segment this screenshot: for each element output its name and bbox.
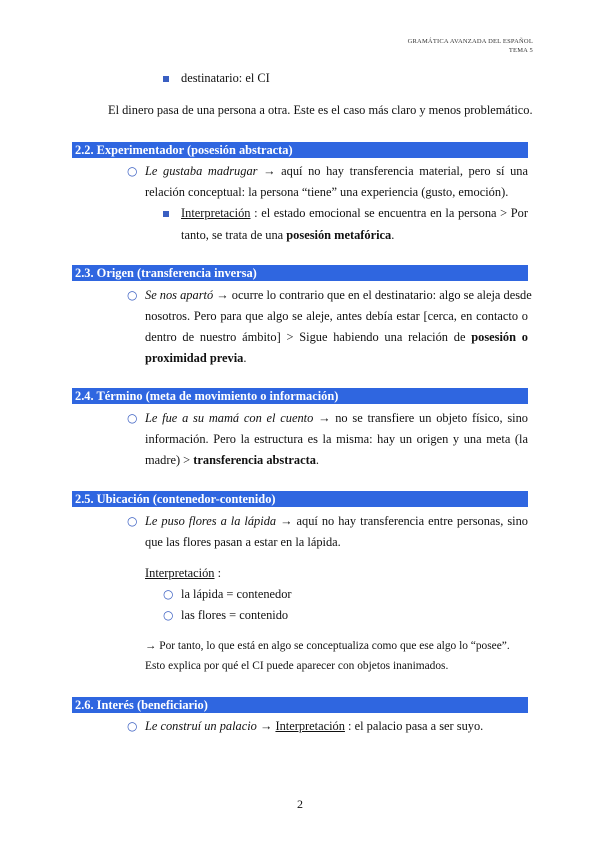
s22-line-1-text: → aquí no hay transferencia material, pero sí una <box>257 164 528 178</box>
s22-interp-line-1 <box>181 206 528 221</box>
header-topic: TEMA 5 <box>508 46 533 54</box>
s26-example: Le construí un palacio <box>145 719 257 733</box>
s22-line-1 <box>145 164 528 179</box>
s24-line-3 <box>145 453 319 468</box>
s22-line-2: relación conceptual: la persona “tiene” una experiencia (gusto, emoción). <box>145 185 509 199</box>
circle-bullet-icon <box>127 164 137 179</box>
circle-bullet-icon <box>127 514 137 529</box>
section-heading-2-4: 2.4. Término (meta de movimiento o información) <box>72 388 528 404</box>
square-bullet-icon <box>163 211 169 217</box>
s22-interp-label: Interpretación <box>181 206 251 220</box>
s25-line-1 <box>145 514 528 529</box>
s22-interp-end: . <box>391 228 395 242</box>
s24-line-2: información. Pero la estructura es la misma: hay un origen y una meta (la <box>145 432 528 446</box>
s24-line-1-text: → no se transfiere un objeto físico, sino <box>313 411 528 425</box>
s22-interp-line-1-text: : el estado emocional se encuentra en la persona > Por <box>250 206 528 220</box>
s23-line-1 <box>145 288 532 303</box>
s22-interp-line-2-text: tanto, se trata de una <box>181 228 287 242</box>
s23-line-4-end: . <box>243 351 247 365</box>
s25-sub-2: las flores = contenido <box>181 608 289 622</box>
circle-bullet-icon <box>127 411 137 426</box>
circle-bullet-icon <box>127 288 137 303</box>
s25-sub-1: la lápida = contenedor <box>181 587 292 601</box>
s23-line-3-bold: posesión o <box>471 330 528 344</box>
section-heading-2-5: 2.5. Ubicación (contenedor-contenido) <box>72 491 528 507</box>
s23-line-1-text: → ocurre lo contrario que en el destinatario: algo se aleja desde <box>213 288 532 302</box>
s24-line-3-end: . <box>315 453 320 467</box>
s25-interp <box>145 566 221 581</box>
intro-paragraph: El dinero pasa de una persona a otra. Este es el caso más claro y menos problemático. <box>108 103 533 117</box>
circle-bullet-icon <box>127 719 137 734</box>
running-header <box>408 38 533 55</box>
s23-line-4-bold: proximidad previa <box>145 351 244 365</box>
s23-line-3-text: dentro de nuestro ámbito] > Sigue habiendo una relación de <box>145 330 472 344</box>
s24-line-3-bold: transferencia abstracta <box>193 453 316 467</box>
circle-bullet-icon <box>163 608 173 623</box>
s26-interp-label: Interpretación <box>275 719 345 733</box>
square-bullet-icon <box>163 76 169 82</box>
s23-line-2: nosotros. Pero para que algo se aleje, antes debía estar [cerca, en contacto o <box>145 309 528 323</box>
intro-bullet: destinatario: el CI <box>181 71 270 85</box>
s23-line-4 <box>145 351 246 366</box>
s25-note-1: → Por tanto, lo que está en algo se conceptualiza como que ese algo lo “posee”. <box>145 640 510 652</box>
s25-interp-colon: : <box>214 566 222 580</box>
section-heading-2-6: 2.6. Interés (beneficiario) <box>72 697 528 713</box>
s22-interp-bold: posesión metafórica <box>286 228 392 242</box>
s25-line-1-text: → aquí no hay transferencia entre personas, sino <box>276 514 528 528</box>
s25-line-2: que las flores pasan a estar en la lápida. <box>145 535 341 549</box>
s22-example: Le gustaba madrugar <box>145 164 258 178</box>
s26-arrow: → <box>256 719 276 733</box>
s24-line-1 <box>145 411 528 426</box>
s23-line-3 <box>145 330 528 345</box>
s24-example: Le fue a su mamá con el cuento <box>145 411 314 425</box>
s25-interp-label: Interpretación <box>145 566 215 580</box>
s23-example: Se nos apartó <box>145 288 214 302</box>
page-number: 2 <box>297 797 303 811</box>
s24-line-3-text: madre) > <box>145 453 194 467</box>
header-course-title: GRAMÁTICA AVANZADA DEL ESPAÑOL <box>407 38 533 45</box>
s26-line-1-text: : el palacio pasa a ser suyo. <box>344 719 484 733</box>
s25-example: Le puso flores a la lápida <box>145 514 277 528</box>
circle-bullet-icon <box>163 587 173 602</box>
section-heading-2-3: 2.3. Origen (transferencia inversa) <box>72 265 528 281</box>
s25-note-2: Esto explica por qué el CI puede aparecer con objetos inanimados. <box>145 660 449 672</box>
s22-interp-line-2 <box>181 228 394 243</box>
s26-line-1 <box>145 719 483 734</box>
section-heading-2-2: 2.2. Experimentador (posesión abstracta) <box>72 142 528 158</box>
